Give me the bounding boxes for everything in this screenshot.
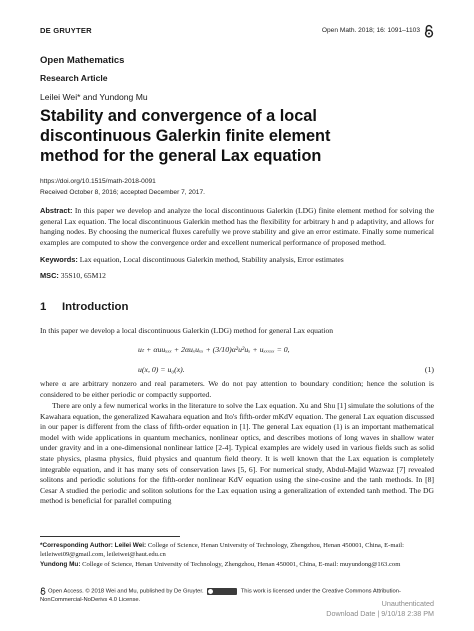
msc-label: MSC:	[40, 271, 59, 280]
keywords	[40, 255, 434, 266]
msc-text: 35S10, 65M12	[60, 271, 106, 280]
intro-paragraph-3: There are only a few numerical works in the literature to solve the Lax equation. Xu and Shu [1] simulate the solutions of the Kawahara equation, the generalized Kawahara equation and Ito's fifth-order mKdV equation. The general Lax equation discussed in our paper is different from the class of fifth-order equation in [1]. The general Lax equation (1) is an important mathematical model with wide applications in quantum mechanics, nonlinear optics, and describes motions of long waves in shallow water under gravity and in a one-dimensional nonlinear lattice [2-4]. Typical examples are widely used in various fields such as solid state physics, plasma physics, fluid physics and quantum field theory. It is well known that the Lax equation is completely integrable equation, and it has many sets of conservation laws [5, 6]. For numerical study, Abdul-Majid Wazwaz [7] revealed solitons and periodic solutions for the fifth-order nonlinear KdV equation using the sine-cosine and the tanh methods. In [8] Cesar A studied the periodic and soliton solutions for the Lax equation using a generalization of extended tanh method. The DG method is beneficial for parallel computing	[40, 401, 434, 506]
section-number: 1	[40, 301, 47, 313]
publisher-name: DE GRUYTER	[40, 26, 92, 35]
open-access-icon	[424, 24, 434, 38]
equation-block	[138, 345, 438, 377]
coauthor-note	[40, 560, 434, 569]
intro-paragraph-2: where α are arbitrary nonzero and real parameters. We do not pay attention to boundary condition; hence the solution is considered to be either periodic or compactly supported.	[40, 379, 434, 399]
equation-line-2: u(x, 0) = u₀(x).	[138, 365, 185, 374]
equation-line-1: uₜ + αuuₓₓₓ + 2αuₓuₓₓ + (3/10)α²u²uₓ + uₓₓₓₓₓ = 0,	[138, 345, 290, 354]
license-text-before: Open Access. © 2018 Wei and Mu, published by De Gruyter.	[48, 588, 204, 595]
journal-reference: Open Math. 2018; 16: 1091–1103	[321, 27, 420, 34]
msc-codes	[40, 271, 434, 282]
intro-paragraph-1: In this paper we develop a local discontinuous Galerkin (LDG) method for general Lax equation	[40, 326, 334, 335]
keywords-text: Lax equation, Local discontinuous Galerkin method, Stability analysis, Error estimates	[79, 255, 344, 264]
abstract-text: In this paper we develop and analyze the local discontinuous Galerkin (LDG) finite element method for solving the general Lax equation. The local discontinuous Galerkin method has the flexibility for arbitrary h and p adaptivity, and allows for hanging nodes. By choosing the numerical fluxes carefully we prove stability and give an error estimate. Finally some numerical examples are computed to show the convergence order and excellent numerical performance of proposed method.	[40, 206, 434, 247]
watermark-line-2: Download Date | 9/10/18 2:38 PM	[326, 609, 434, 618]
corresponding-author-text: College of Science, Henan University of Technology, Zhengzhou, Henan 450001, China, E-mail: leileiwei09@gmail.com, leileiwei@haut.edu.cn	[40, 542, 404, 559]
equation-number: (1)	[424, 365, 434, 374]
keywords-label: Keywords:	[40, 255, 78, 264]
page-header	[40, 26, 434, 38]
received-date: Received October 8, 2016; accepted December 7, 2017.	[40, 189, 205, 196]
coauthor-text: College of Science, Henan University of Technology, Zhengzhou, Henan 450001, China, E-mail: muyundong@163.com	[82, 560, 401, 568]
corresponding-author-note	[40, 541, 434, 560]
article-type: Research Article	[40, 73, 108, 83]
journal-name: Open Mathematics	[40, 55, 125, 66]
open-access-small-icon	[40, 587, 46, 595]
footnotes	[40, 541, 434, 569]
doi-link[interactable]: https://doi.org/10.1515/math-2018-0091	[40, 178, 156, 185]
footnote-divider	[40, 536, 180, 537]
section-title: Introduction	[62, 301, 129, 313]
corresponding-author-label: *Corresponding Author: Leilei Wei:	[40, 542, 147, 549]
abstract-label: Abstract:	[40, 206, 73, 215]
abstract	[40, 206, 434, 248]
paper-title: Stability and convergence of a local discontinuous Galerkin finite element method for the general Lax equation	[40, 107, 331, 165]
watermark-line-1: Unauthenticated	[381, 599, 434, 608]
section-heading	[40, 301, 128, 313]
author-list: Leilei Wei* and Yundong Mu	[40, 92, 148, 102]
license-text-after: This work is licensed under the Creative Commons Attribution-NonCommercial-NoDerivs 4.0 License.	[40, 588, 401, 603]
coauthor-label: Yundong Mu:	[40, 560, 81, 568]
creative-commons-badge-icon[interactable]	[207, 588, 237, 595]
